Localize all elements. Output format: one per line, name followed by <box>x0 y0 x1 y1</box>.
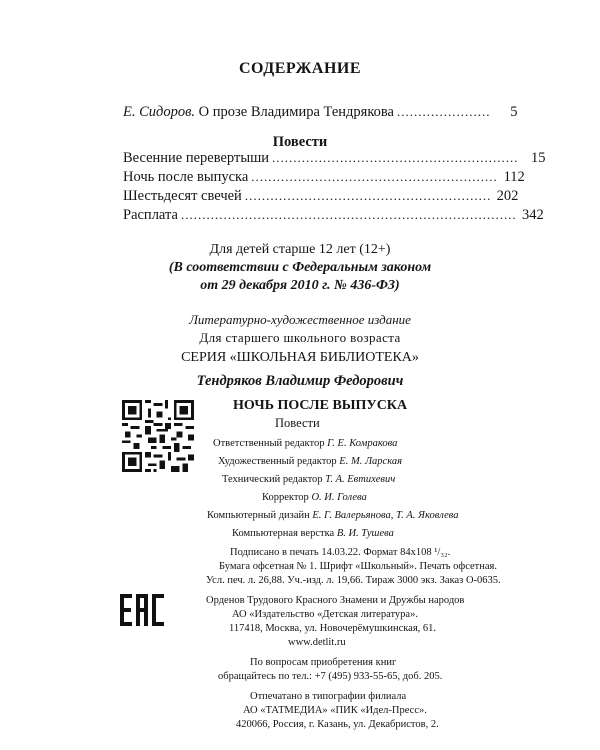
toc-intro-title: О прозе Владимира Тендрякова <box>195 104 394 120</box>
credit-person: Т. А. Евтихевич <box>325 474 396 485</box>
credit-line <box>213 438 397 449</box>
toc-intro-row <box>123 104 518 124</box>
printer-name: АО «ТАТМЕДИА» «ПИК «Идел-Пресс». <box>243 705 427 716</box>
printer-address: 420066, Россия, г. Казань, ул. Декабристов, 2. <box>236 719 439 730</box>
credit-person: В. И. Тушева <box>336 528 394 539</box>
series-name: СЕРИЯ «ШКОЛЬНАЯ БИБЛИОТЕКА» <box>181 350 419 365</box>
credit-person: Е. М. Ларская <box>339 456 402 467</box>
toc-item <box>123 169 525 189</box>
edition-type: Литературно-художественное издание <box>189 312 411 327</box>
toc-item <box>123 188 519 208</box>
toc-page-number: 202 <box>496 188 519 204</box>
publisher-address: 117418, Москва, ул. Новочерёмушкинская, 61. <box>229 623 437 634</box>
printer-info: Отпечатано в типографии филиала <box>250 691 407 702</box>
credit-role: Компьютерный дизайн <box>207 510 313 521</box>
qr-code-icon <box>122 400 194 472</box>
credit-role: Ответственный редактор <box>213 438 328 449</box>
toc-item-title: Весенние перевертыши <box>123 150 269 166</box>
print-signed: Подписано в печать 14.03.22. Формат 84x108 ¹/₃₂. <box>230 547 451 558</box>
toc-page-number: 112 <box>503 169 525 185</box>
credit-person: Е. Г. Валерьянова, Т. А. Яковлева <box>312 510 459 521</box>
purchase-info: По вопросам приобретения книг <box>250 657 397 668</box>
toc-item <box>123 150 546 170</box>
publisher-name: АО «Издательство «Детская литература». <box>232 609 418 620</box>
toc-leader-dots: ............................................................................... <box>180 207 517 222</box>
edition-audience: Для старшего школьного возраста <box>199 330 401 345</box>
purchase-phone: обращайтесь по тел.: +7 (495) 933-55-65, доб. 205. <box>218 671 443 682</box>
toc-intro-author: Е. Сидоров. <box>123 104 196 120</box>
toc-page-number: 342 <box>521 207 544 223</box>
age-law-reference: (В соответствии с Федеральным законом <box>168 260 432 275</box>
credit-line <box>218 456 402 467</box>
credit-person: О. И. Голева <box>311 492 367 503</box>
toc-item-title: Ночь после выпуска <box>123 169 249 185</box>
age-rating: Для детей старше 12 лет (12+) <box>209 242 391 257</box>
toc-leader-dots: .......................................................... <box>272 150 519 165</box>
age-law-date: от 29 декабря 2010 г. № 436-ФЗ) <box>200 278 400 293</box>
toc-leader-dots: ...................... <box>397 104 491 119</box>
toc-item <box>123 207 544 227</box>
book-title: НОЧЬ ПОСЛЕ ВЫПУСКА <box>233 398 408 413</box>
credit-role: Корректор <box>262 492 312 503</box>
publisher-orders: Орденов Трудового Красного Знамени и Дружбы народов <box>206 595 465 606</box>
credit-line <box>262 492 367 503</box>
toc-title: СОДЕРЖАНИЕ <box>238 60 362 77</box>
credit-role: Художественный редактор <box>218 456 340 467</box>
credit-role: Компьютерная верстка <box>232 528 337 539</box>
toc-section-title: Повести <box>272 134 328 150</box>
book-author: Тендряков Владимир Федорович <box>196 373 404 389</box>
credit-line <box>232 528 394 539</box>
toc-page-number: 5 <box>510 104 518 120</box>
credit-line <box>222 474 395 485</box>
toc-leader-dots: .......................................................... <box>251 169 498 184</box>
eac-mark-icon <box>118 590 168 630</box>
print-paper: Бумага офсетная № 1. Шрифт «Школьный». Печать офсетная. <box>219 561 497 572</box>
print-run: Усл. печ. л. 26,88. Уч.-изд. л. 19,66. Тираж 3000 экз. Заказ О-0635. <box>206 575 501 586</box>
toc-page-number: 15 <box>531 150 546 166</box>
toc-item-title: Шестьдесят свечей <box>123 188 242 204</box>
book-genre: Повести <box>275 416 320 430</box>
toc-leader-dots: .......................................................... <box>244 188 492 203</box>
credit-role: Технический редактор <box>222 474 326 485</box>
credit-line <box>207 510 459 521</box>
publisher-website: www.detlit.ru <box>288 637 346 648</box>
toc-item-title: Расплата <box>123 207 178 223</box>
credit-person: Г. Е. Комракова <box>327 438 398 449</box>
